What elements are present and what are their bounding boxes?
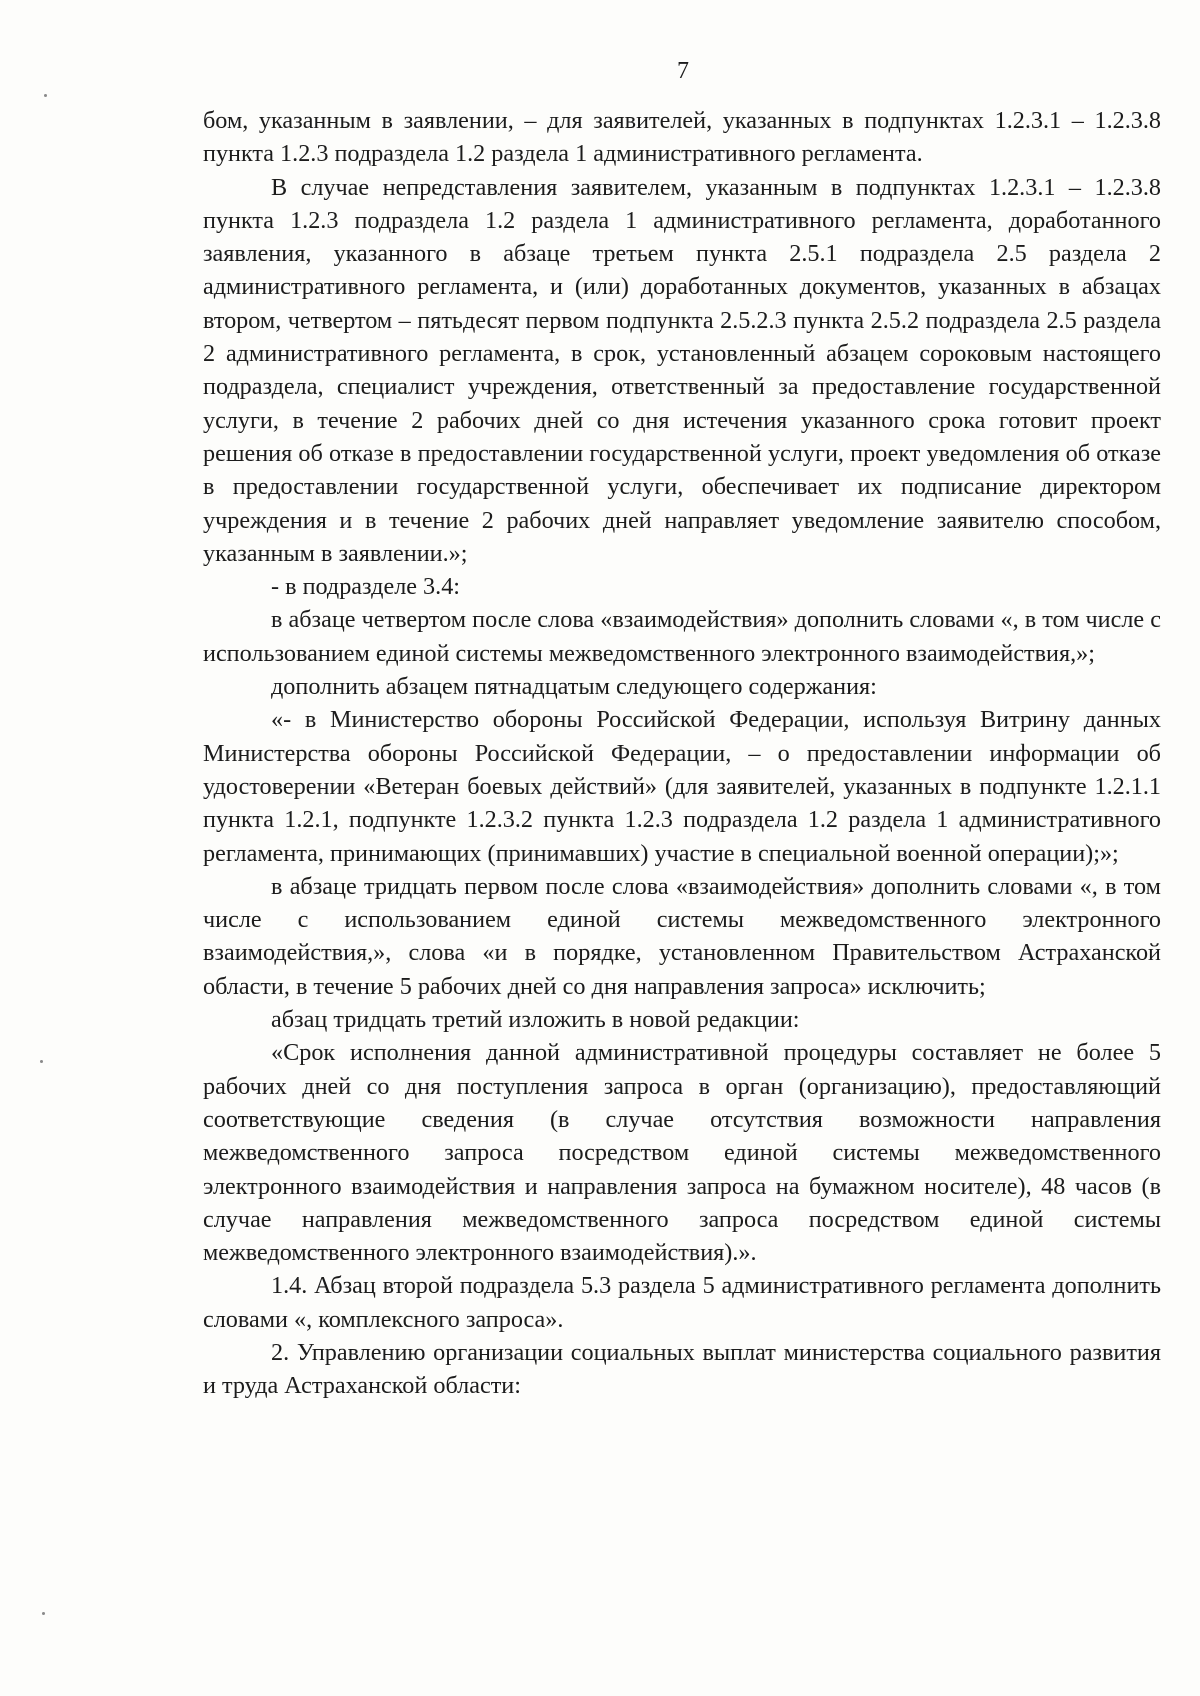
paragraph-1: бом, указанным в заявлении, – для заявителей, указанных в подпунктах 1.2.3.1 – 1.2.3.8 пункта 1.2.3 подраздела 1.2 раздела 1 административного регламента.	[203, 107, 1161, 168]
paragraph-10: 1.4. Абзац второй подраздела 5.3 раздела 5 административного регламента дополнить словами «, комплексного запроса».	[203, 1272, 1161, 1333]
paragraph-11: 2. Управлению организации социальных выплат министерства социального развития и труда Астраханской области:	[203, 1338, 1161, 1400]
page-number: 7	[677, 58, 689, 84]
scan-speck	[42, 1612, 45, 1615]
paragraph-9: «Срок исполнения данной административной процедуры составляет не более 5 рабочих дней со дня поступления запроса в орган (организацию), предоставляющий соответствующие сведения (в случае отсутствия возможности направления межведомственного запроса посредством единой системы межведомственного электронного взаимодействия и направления запроса на бумажном носителе), 48 часов (в случае направления межведомственного запроса посредством единой системы межведомственного электронного взаимодействия).».	[203, 1039, 1161, 1267]
paragraph-7: в абзаце тридцать первом после слова «взаимодействия» дополнить словами «, в том числе с использованием единой системы межведомственного электронного взаимодействия,», слова «и в порядке, установленном Правительством Астраханской области, в течение 5 рабочих дней со дня направления запроса» исключить;	[203, 872, 1161, 1000]
paragraph-5: дополнить абзацем пятнадцатым следующего содержания:	[271, 673, 877, 701]
document-body	[203, 104, 1161, 1403]
scan-speck	[44, 94, 47, 97]
paragraph-3: - в подразделе 3.4:	[271, 573, 461, 601]
paragraph-6: «- в Министерство обороны Российской Федерации, используя Витрину данных Министерства обороны Российской Федерации, – о предоставлении информации об удостоверении «Ветеран боевых действий» (для заявителей, указанных в подпункте 1.2.1.1 пункта 1.2.1, подпункте 1.2.3.2 пункта 1.2.3 подраздела 1.2 раздела 1 административного регламента, принимающих (принимавших) участие в специальной военной операции);»;	[203, 706, 1161, 867]
paragraph-8: абзац тридцать третий изложить в новой редакции:	[271, 1006, 800, 1034]
paragraph-4: в абзаце четвертом после слова «взаимодействия» дополнить словами «, в том числе с использованием единой системы межведомственного электронного взаимодействия,»;	[203, 606, 1161, 667]
scan-speck	[40, 1060, 43, 1063]
paragraph-2: В случае непредставления заявителем, указанным в подпунктах 1.2.3.1 – 1.2.3.8 пункта 1.2.3 подраздела 1.2 раздела 1 административного регламента, доработанного заявления, указанного в абзаце третьем пункта 2.5.1 подраздела 2.5 раздела 2 административного регламента, и (или) доработанных документов, указанных в абзацах втором, четвертом – пятьдесят первом подпункта 2.5.2.3 пункта 2.5.2 подраздела 2.5 раздела 2 административного регламента, в срок, установленный абзацем сороковым настоящего подраздела, специалист учреждения, ответственный за предоставление государственной услуги, в течение 2 рабочих дней со дня истечения указанного срока готовит проект решения об отказе в предоставлении государственной услуги, проект уведомления об отказе в предоставлении государственной услуги, обеспечивает их подписание директором учреждения и в течение 2 рабочих дней направляет уведомление заявителю способом, указанным в заявлении.»;	[203, 173, 1161, 567]
